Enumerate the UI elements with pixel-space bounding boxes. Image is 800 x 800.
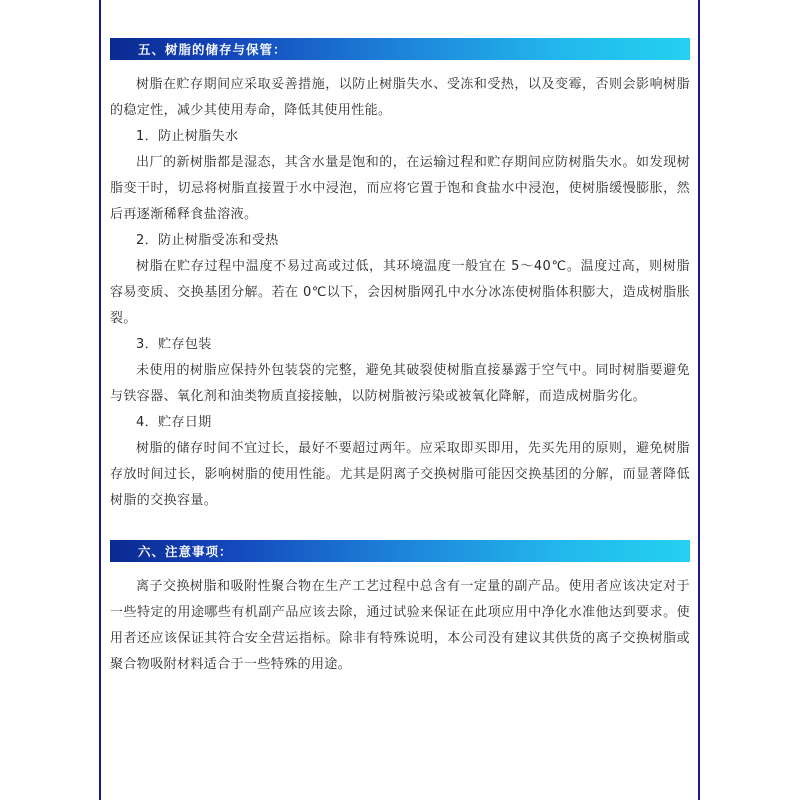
right-margin-rule	[698, 0, 700, 800]
spacer	[110, 60, 690, 72]
section-heading-bar-six	[110, 540, 690, 562]
section-six-body	[110, 574, 690, 678]
document-content	[110, 0, 690, 678]
section-heading-six-label: 六、注意事项：	[138, 544, 233, 559]
sub-heading: 4．贮存日期	[136, 415, 212, 430]
paragraph: 树脂在贮存过程中温度不易过高或过低，其环境温度一般宜在 5～40℃。温度过高，则树脂容易变质、交换基团分解。若在 0℃以下，会因树脂网孔中水分冰冻使树脂体积膨大，造成树脂胀裂。	[110, 259, 690, 326]
top-spacer	[110, 0, 690, 38]
spacer	[110, 514, 690, 540]
sub-heading: 2．防止树脂受冻和受热	[136, 233, 279, 248]
paragraph: 树脂的储存时间不宜过长，最好不要超过两年。应采取即买即用，先买先用的原则，避免树脂存放时间过长，影响树脂的使用性能。尤其是阴离子交换树脂可能因交换基团的分解，而显著降低树脂的交换容量。	[110, 441, 690, 508]
section-five-body	[110, 72, 690, 514]
spacer	[110, 562, 690, 574]
sub-heading: 3．贮存包装	[136, 337, 212, 352]
paragraph: 离子交换树脂和吸附性聚合物在生产工艺过程中总含有一定量的副产品。使用者应该决定对于一些特定的用途哪些有机副产品应该去除，通过试验来保证在此项应用中净化水准他达到要求。使用者还应该保证其符合安全营运指标。除非有特殊说明，本公司没有建议其供货的离子交换树脂或聚合物吸附材料适合于一些特殊的用途。	[110, 579, 690, 672]
section-heading-five-label: 五、树脂的储存与保管：	[138, 42, 287, 57]
section-heading-bar-five	[110, 38, 690, 60]
paragraph: 出厂的新树脂都是湿态，其含水量是饱和的，在运输过程和贮存期间应防树脂失水。如发现树脂变干时，切忌将树脂直接置于水中浸泡，而应将它置于饱和食盐水中浸泡，使树脂缓慢膨胀，然后再逐渐稀释食盐溶液。	[110, 155, 690, 222]
paragraph: 未使用的树脂应保持外包装袋的完整，避免其破裂使树脂直接暴露于空气中。同时树脂要避免与铁容器、氧化剂和油类物质直接接触，以防树脂被污染或被氧化降解，而造成树脂劣化。	[110, 363, 690, 404]
paragraph: 树脂在贮存期间应采取妥善措施，以防止树脂失水、受冻和受热，以及变霉，否则会影响树脂的稳定性，减少其使用寿命，降低其使用性能。	[110, 77, 690, 118]
left-margin-rule	[99, 0, 101, 800]
sub-heading: 1．防止树脂失水	[136, 129, 239, 144]
